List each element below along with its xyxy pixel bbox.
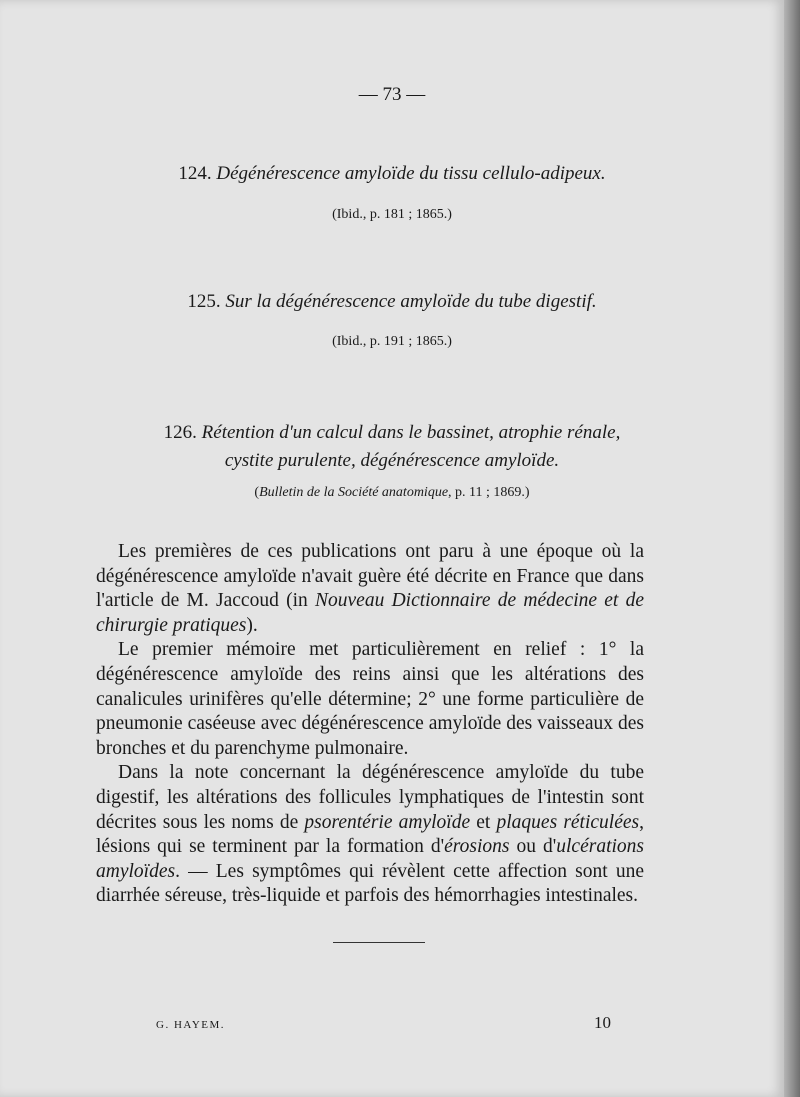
page-number: — 73 — xyxy=(358,84,426,105)
divider-rule xyxy=(333,942,425,943)
entry-number: 126. xyxy=(163,422,197,443)
entry-number: 125. xyxy=(187,291,221,312)
book-title: Nouveau Dictionnaire de médecine et de chirurgie pratiques xyxy=(96,590,645,636)
citation-details: , p. 11 ; 1869.) xyxy=(448,485,530,500)
paragraph-1: Les premières de ces publications ont paru à une époque où la dégénérescence amyloïde n'avait guère été décrite en France que dans l'article de M. Jaccoud (in Nouveau Dictionnaire de médecine et de chirurgie pratiques). xyxy=(96,541,645,636)
entry-citation: (Ibid., p. 191 ; 1865.) xyxy=(332,334,452,349)
entry-citation: (Ibid., p. 181 ; 1865.) xyxy=(332,207,452,222)
entry-124 xyxy=(0,160,784,188)
entry-title-continued: cystite purulente, dégénérescence amyloïde. xyxy=(224,450,560,471)
paragraph-2: Le premier mémoire met particulièrement en relief : 1° la dégénérescence amyloïde des reins ainsi que les altérations des canalicules urinifères qu'elle détermine; 2° une forme particulière de pneumonie caséeuse avec dégénérescence amyloïde des vaisseaux des bronches et du parenchyme pulmonaire. xyxy=(96,639,644,759)
entry-125 xyxy=(0,288,784,316)
paragraph-3: Dans la note concernant la dégénérescence amyloïde du tube digestif, les altérations des follicules lymphatiques de l'intestin sont décrites sous les noms de psorentérie amyloïde et plaques réticulées, lésions qui se terminent par la formation d'érosions ou d'ulcérations amyloïdes. — Les symptômes qui révèlent cette affection sont une diarrhée séreuse, très-liquide et parfois des hémorrhagies intestinales. xyxy=(96,762,644,907)
citation-journal: Bulletin de la Société anatomique xyxy=(259,485,449,500)
page-edge-shadow xyxy=(784,0,800,1097)
entry-126 xyxy=(0,419,784,475)
footer-author: G. HAYEM. xyxy=(156,1019,226,1031)
entry-title: Rétention d'un calcul dans le bassinet, atrophie rénale, xyxy=(201,422,621,443)
entry-citation: (Bulletin de la Société anatomique, p. 11 ; 1869.) xyxy=(254,485,530,500)
body-text xyxy=(96,540,644,909)
entry-title: Dégénérescence amyloïde du tissu cellulo-adipeux. xyxy=(216,163,606,184)
footer-signature: 10 xyxy=(594,1013,611,1032)
entry-title: Sur la dégénérescence amyloïde du tube digestif. xyxy=(225,291,597,312)
entry-number: 124. xyxy=(178,163,212,184)
